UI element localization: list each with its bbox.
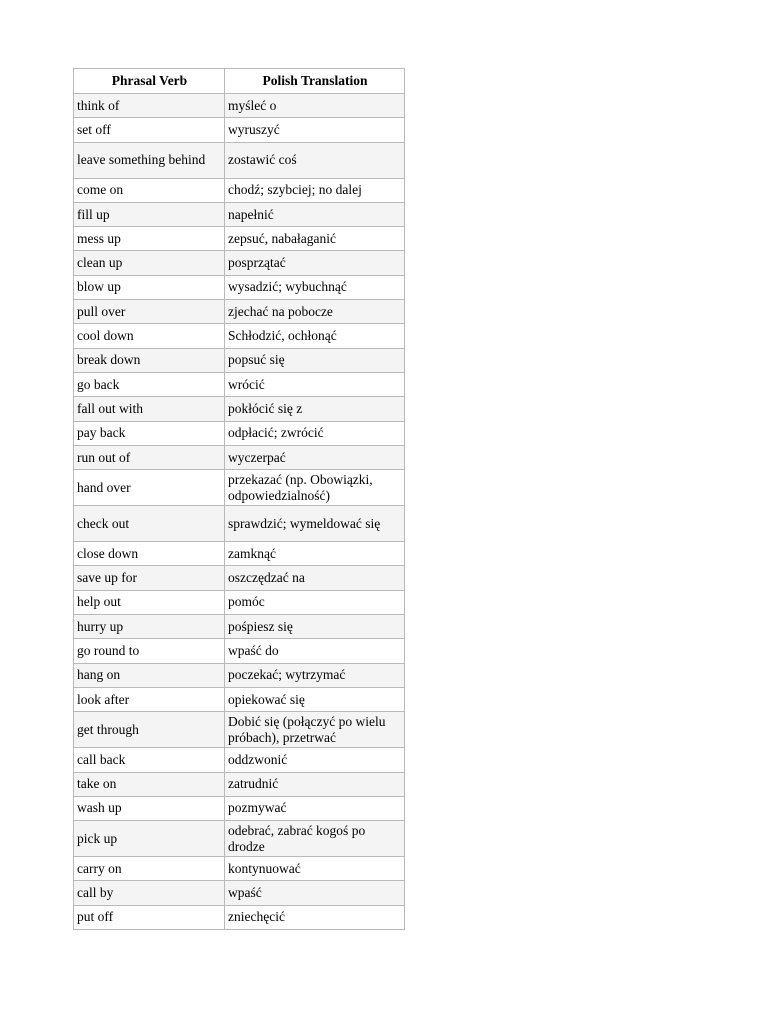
table-body <box>74 94 405 930</box>
phrasal-verb-cell: fall out with <box>74 397 225 421</box>
polish-translation-cell: wpaść do <box>225 639 405 663</box>
polish-translation-cell: myśleć o <box>225 94 405 118</box>
polish-translation-cell: pokłócić się z <box>225 397 405 421</box>
polish-translation-cell: zjechać na pobocze <box>225 300 405 324</box>
table-row <box>74 202 405 226</box>
phrasal-verb-cell: cool down <box>74 324 225 348</box>
table-row <box>74 796 405 820</box>
header-phrasal-verb: Phrasal Verb <box>74 69 225 94</box>
phrasal-verb-cell: save up for <box>74 566 225 590</box>
phrasal-verb-cell: pay back <box>74 421 225 445</box>
polish-translation-cell: posprzątać <box>225 251 405 275</box>
polish-translation-cell: oddzwonić <box>225 748 405 772</box>
polish-translation-cell: sprawdzić; wymeldować się <box>225 506 405 542</box>
table-row <box>74 542 405 566</box>
phrasal-verb-cell: hand over <box>74 470 225 506</box>
polish-translation-cell: popsuć się <box>225 348 405 372</box>
polish-translation-cell: zniechęcić <box>225 905 405 929</box>
table-row <box>74 421 405 445</box>
phrasal-verb-cell: take on <box>74 772 225 796</box>
phrasal-verb-cell: wash up <box>74 796 225 820</box>
table-row <box>74 905 405 929</box>
phrasal-verb-cell: look after <box>74 687 225 711</box>
phrasal-verb-cell: run out of <box>74 445 225 469</box>
polish-translation-cell: oszczędzać na <box>225 566 405 590</box>
header-polish-translation: Polish Translation <box>225 69 405 94</box>
phrasal-verb-cell: fill up <box>74 202 225 226</box>
phrasal-verb-cell: get through <box>74 712 225 748</box>
table-row <box>74 142 405 178</box>
phrasal-verb-cell: blow up <box>74 275 225 299</box>
table-row <box>74 275 405 299</box>
table-row <box>74 639 405 663</box>
table-row <box>74 615 405 639</box>
phrasal-verb-cell: pull over <box>74 300 225 324</box>
phrasal-verb-cell: come on <box>74 178 225 202</box>
polish-translation-cell: wyczerpać <box>225 445 405 469</box>
polish-translation-cell: zatrudnić <box>225 772 405 796</box>
table-row <box>74 324 405 348</box>
phrasal-verb-cell: think of <box>74 94 225 118</box>
table-row <box>74 772 405 796</box>
phrasal-verb-cell: call back <box>74 748 225 772</box>
phrasal-verb-cell: hurry up <box>74 615 225 639</box>
polish-translation-cell: wpaść <box>225 881 405 905</box>
table-header-row <box>74 69 405 94</box>
phrasal-verb-cell: check out <box>74 506 225 542</box>
table-row <box>74 445 405 469</box>
table-row <box>74 372 405 396</box>
table-row <box>74 881 405 905</box>
phrasal-verb-cell: break down <box>74 348 225 372</box>
phrasal-verb-cell: go round to <box>74 639 225 663</box>
polish-translation-cell: wysadzić; wybuchnąć <box>225 275 405 299</box>
table-row <box>74 857 405 881</box>
table-row <box>74 821 405 857</box>
polish-translation-cell: pośpiesz się <box>225 615 405 639</box>
phrasal-verbs-table <box>73 68 405 930</box>
phrasal-verb-cell: put off <box>74 905 225 929</box>
table-row <box>74 251 405 275</box>
table-row <box>74 227 405 251</box>
table-row <box>74 470 405 506</box>
phrasal-verb-cell: close down <box>74 542 225 566</box>
polish-translation-cell: chodź; szybciej; no dalej <box>225 178 405 202</box>
polish-translation-cell: przekazać (np. Obowiązki, odpowiedzialność) <box>225 470 405 506</box>
polish-translation-cell: odebrać, zabrać kogoś po drodze <box>225 821 405 857</box>
table-row <box>74 94 405 118</box>
polish-translation-cell: zamknąć <box>225 542 405 566</box>
polish-translation-cell: zostawić coś <box>225 142 405 178</box>
phrasal-verb-cell: help out <box>74 590 225 614</box>
phrasal-verb-cell: hang on <box>74 663 225 687</box>
table-row <box>74 590 405 614</box>
table-row <box>74 178 405 202</box>
phrasal-verb-cell: mess up <box>74 227 225 251</box>
phrasal-verb-cell: pick up <box>74 821 225 857</box>
polish-translation-cell: zepsuć, nabałaganić <box>225 227 405 251</box>
polish-translation-cell: wyruszyć <box>225 118 405 142</box>
phrasal-verb-cell: clean up <box>74 251 225 275</box>
table-row <box>74 348 405 372</box>
table-row <box>74 687 405 711</box>
table-row <box>74 397 405 421</box>
polish-translation-cell: kontynuować <box>225 857 405 881</box>
polish-translation-cell: pozmywać <box>225 796 405 820</box>
polish-translation-cell: wrócić <box>225 372 405 396</box>
table-row <box>74 506 405 542</box>
table-row <box>74 118 405 142</box>
polish-translation-cell: Schłodzić, ochłonąć <box>225 324 405 348</box>
polish-translation-cell: poczekać; wytrzymać <box>225 663 405 687</box>
polish-translation-cell: pomóc <box>225 590 405 614</box>
polish-translation-cell: odpłacić; zwrócić <box>225 421 405 445</box>
table-row <box>74 748 405 772</box>
polish-translation-cell: Dobić się (połączyć po wielu próbach), przetrwać <box>225 712 405 748</box>
polish-translation-cell: opiekować się <box>225 687 405 711</box>
table-row <box>74 712 405 748</box>
table-row <box>74 300 405 324</box>
phrasal-verb-cell: go back <box>74 372 225 396</box>
phrasal-verb-cell: carry on <box>74 857 225 881</box>
table-row <box>74 663 405 687</box>
phrasal-verb-cell: set off <box>74 118 225 142</box>
phrasal-verb-cell: call by <box>74 881 225 905</box>
table-row <box>74 566 405 590</box>
phrasal-verb-cell: leave something behind <box>74 142 225 178</box>
polish-translation-cell: napełnić <box>225 202 405 226</box>
